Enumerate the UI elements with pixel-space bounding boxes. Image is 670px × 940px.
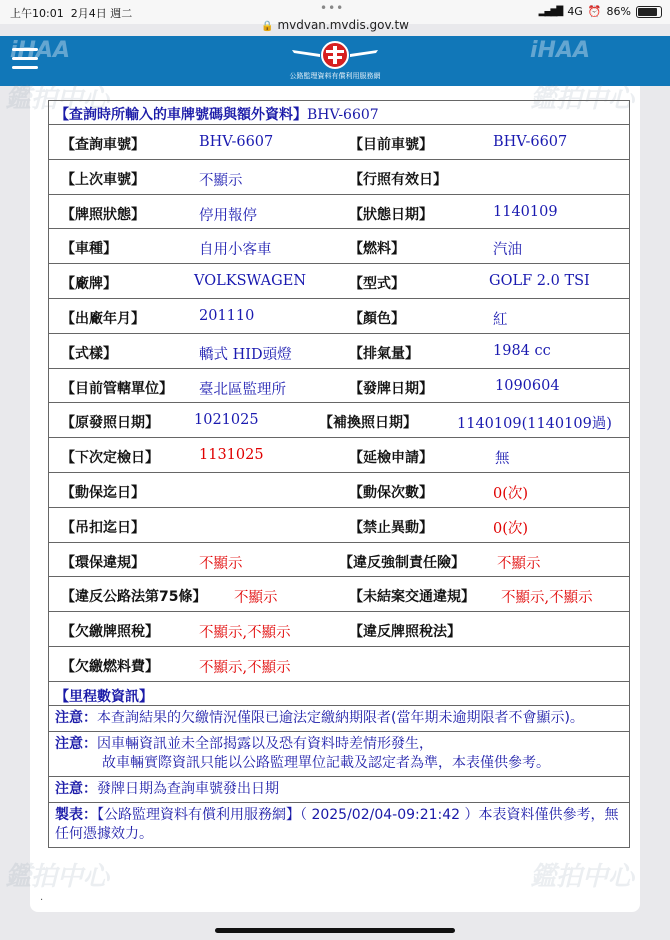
field-label: 【狀態日期】 (349, 206, 433, 223)
field-value: 紅 (493, 311, 508, 328)
report-field-row (49, 543, 630, 578)
field-value: BHV-6607 (199, 134, 274, 150)
home-indicator[interactable] (215, 928, 455, 933)
field-label: 【違反強制責任險】 (339, 554, 465, 571)
field-label: 【補換照日期】 (319, 415, 417, 432)
more-dots-icon[interactable]: ••• (320, 1, 345, 15)
report-field-row (49, 125, 630, 160)
field-value: 自用小客車 (199, 242, 272, 259)
status-time: 上午10:01 2月4日 週二 (10, 7, 133, 20)
field-value: 不顯示,不顯示 (199, 659, 291, 676)
report-card (5, 84, 640, 912)
field-label: 【目前車號】 (349, 137, 433, 153)
watermark-top-right: 鑑拍中心 (530, 84, 635, 114)
field-label: 【排氣量】 (349, 345, 419, 362)
report-field-row (49, 195, 630, 230)
field-label: 【動保次數】 (349, 484, 433, 501)
url-text: mvdvan.mvdis.gov.tw (277, 18, 409, 32)
report-field-row (49, 299, 630, 334)
report-field-row (49, 160, 630, 195)
note-label: 注意： (55, 709, 97, 726)
field-value: 1131025 (199, 447, 264, 464)
watermark-bottom-left: 鑑拍中心 (5, 862, 110, 892)
compiled-by-row (49, 803, 630, 848)
alarm-icon: ⏰ (587, 5, 602, 18)
note-label: 注意： (55, 735, 97, 752)
note-row (49, 732, 630, 777)
field-label: 【廠牌】 (61, 276, 117, 293)
field-value: VOLKSWAGEN (194, 273, 307, 290)
network-type: 4G (567, 5, 583, 18)
report-field-row (49, 264, 630, 299)
field-value: GOLF 2.0 TSI (489, 273, 590, 290)
field-label: 【牌照狀態】 (61, 206, 145, 223)
report-field-row (49, 473, 630, 508)
report-title-row (49, 101, 630, 125)
field-value: 不顯示,不顯示 (501, 590, 593, 607)
field-value: 0(次) (493, 485, 529, 502)
field-value: 1140109(1140109過) (457, 416, 612, 433)
url-bar[interactable] (0, 16, 670, 36)
field-label: 【顏色】 (349, 310, 405, 327)
report-field-row (49, 403, 630, 438)
field-label: 【違反牌照稅法】 (349, 624, 461, 641)
field-value: 停用報停 (199, 207, 257, 224)
field-label: 【禁止異動】 (349, 519, 433, 536)
watermark-bottom-right: 鑑拍中心 (530, 862, 635, 892)
report-field-row (49, 229, 630, 264)
compiled-by-text: 【公路監理資料有償利用服務網】（ 2025/02/04-09:21:42 ）本表資料僅供參考，無任何憑據效力。 (55, 806, 619, 842)
note-row (49, 777, 630, 803)
field-label: 【原發照日期】 (61, 415, 159, 432)
field-label: 【欠繳燃料費】 (61, 658, 159, 675)
note-text: 發牌日期為查詢車號發出日期 (97, 780, 279, 797)
field-value: 不顯示,不顯示 (199, 625, 291, 642)
report-field-row (49, 334, 630, 369)
note-label: 注意： (55, 780, 97, 797)
logo-emblem-icon (290, 40, 380, 70)
field-value: 0(次) (493, 520, 529, 537)
field-value: 臺北區監理所 (199, 381, 286, 398)
report-field-row (49, 369, 630, 404)
status-date: 2月4日 週二 (70, 7, 133, 20)
field-value: 1090604 (495, 377, 560, 394)
field-label: 【式樣】 (61, 345, 117, 362)
field-value: 轎式 HID頭燈 (199, 346, 292, 363)
vehicle-report-table (48, 100, 630, 848)
field-label: 【上次車號】 (61, 171, 145, 188)
field-label: 【欠繳牌照稅】 (61, 624, 159, 641)
report-field-row (49, 647, 630, 682)
field-label: 【燃料】 (349, 241, 405, 258)
trailing-dot: . (40, 892, 44, 903)
field-label: 【目前管轄單位】 (61, 380, 173, 397)
report-field-row (49, 438, 630, 473)
field-label: 【動保迄日】 (61, 484, 145, 501)
field-label: 【車種】 (61, 241, 117, 258)
signal-icon: ▂▄▆█ (538, 6, 563, 17)
field-value: 1140109 (493, 203, 558, 220)
battery-percent: 86% (606, 5, 631, 18)
field-value: 1021025 (194, 412, 259, 429)
field-label: 【吊扣迄日】 (61, 519, 145, 536)
note-text-line2: 故車輛實際資訊只能以公路監理單位記載及認定者為準，本表僅供參考。 (102, 754, 550, 771)
field-label: 【出廠年月】 (61, 310, 145, 327)
field-value: 201110 (199, 307, 255, 324)
logo-text: 公路監理資料有償利用服務網 (289, 72, 381, 80)
field-value: 不顯示 (497, 555, 541, 572)
field-value: 不顯示 (199, 172, 243, 189)
field-label: 【違反公路法第75條】 (61, 589, 207, 606)
note-row (49, 706, 630, 732)
watermark-left: iHAA (10, 38, 71, 63)
field-value: 1984 cc (493, 342, 551, 359)
site-logo[interactable] (270, 40, 400, 84)
field-label: 【未結案交通違規】 (349, 589, 475, 606)
field-label: 【延檢申請】 (349, 450, 433, 467)
field-value: BHV-6607 (493, 134, 568, 150)
mileage-section-title: 【里程數資訊】 (55, 688, 153, 705)
field-value: 無 (495, 451, 510, 468)
watermark-top-left: 鑑拍中心 (5, 84, 110, 114)
report-title: 【查詢時所輸入的車牌號碼與額外資料】 (55, 107, 307, 123)
field-label: 【型式】 (349, 276, 405, 293)
field-value: 不顯示 (199, 555, 243, 572)
report-field-row (49, 508, 630, 543)
field-label: 【環保違規】 (61, 554, 145, 571)
mileage-section-row (49, 682, 630, 706)
watermark-right: iHAA (530, 38, 591, 63)
field-value: 汽油 (493, 242, 522, 259)
field-label: 【下次定檢日】 (61, 450, 159, 467)
field-label: 【行照有效日】 (349, 171, 447, 188)
field-label: 【查詢車號】 (61, 137, 145, 153)
field-value: 不顯示 (234, 590, 278, 607)
lock-icon: 🔒 (260, 21, 274, 32)
note-text: 本查詢結果的欠繳情況僅限已逾法定繳納期限者(當年期未逾期限者不會顯示)。 (97, 709, 584, 726)
report-field-row (49, 577, 630, 612)
note-text-line1: 因車輛資訊並未全部揭露以及恐有資料時差情形發生， (97, 735, 433, 752)
field-label: 【發牌日期】 (349, 380, 433, 397)
report-field-row (49, 612, 630, 647)
compiled-by-label: 製表： (55, 806, 97, 823)
report-title-plate: BHV-6607 (307, 107, 379, 123)
